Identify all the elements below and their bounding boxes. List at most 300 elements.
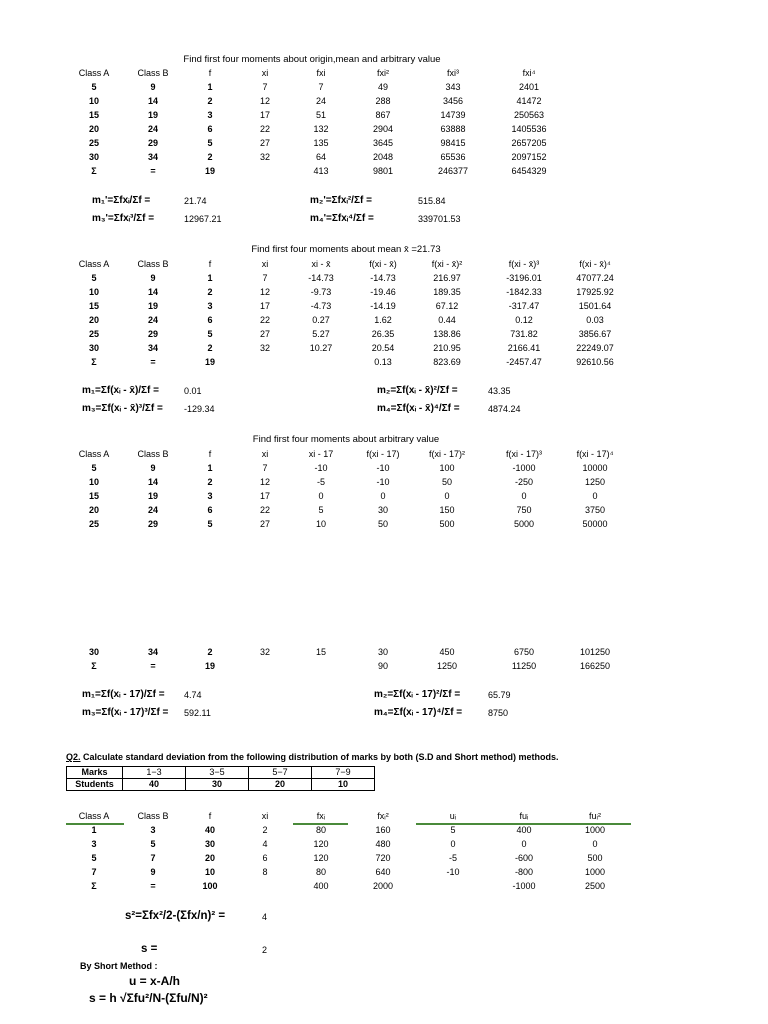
arbitrary-moments-cell: 0 — [521, 491, 527, 501]
origin-moments-cell: 250563 — [513, 110, 545, 120]
origin-moments-cell: 34 — [147, 152, 159, 162]
formula-label: m₃=Σf(xᵢ - x̄)³/Σf = — [82, 403, 163, 414]
arbitrary-moments-col-header: f(xi - 17)⁴ — [576, 449, 614, 459]
mean-moments-col-header: xi - x̄ — [311, 259, 331, 269]
sd-table-cell: 20 — [204, 853, 216, 863]
sd-table-cell: 3 — [150, 825, 156, 835]
sd-table-cell: 80 — [315, 867, 327, 877]
sd-table-cell: 7 — [150, 853, 156, 863]
sd-table-cell: 480 — [375, 839, 391, 849]
mean-moments-cell: 14 — [147, 287, 159, 297]
sd-table-cell: 100 — [202, 881, 218, 891]
mean-moments-cell: 22 — [259, 315, 271, 325]
mean-moments-cell: 0.12 — [515, 315, 533, 325]
sd-table-cell: 5 — [450, 825, 456, 835]
origin-moments-cell: 32 — [259, 152, 271, 162]
arbitrary-moments-cell: 500 — [439, 519, 455, 529]
mean-moments-cell: 32 — [259, 343, 271, 353]
arbitrary-moments-cell: 5 — [91, 463, 97, 473]
arbitrary-moments-cell: 6750 — [513, 647, 535, 657]
arbitrary-moments-cell: 750 — [516, 505, 532, 515]
table-cell: 1−3 — [123, 767, 186, 779]
mean-moments-col-header: f(xi - x̄) — [369, 259, 397, 269]
arbitrary-moments-col-header: f(xi - 17) — [366, 449, 400, 459]
sd-table-cell: 640 — [375, 867, 391, 877]
origin-moments-cell: 19 — [147, 110, 159, 120]
arbitrary-moments-cell: 10000 — [582, 463, 608, 473]
origin-moments-cell: 64 — [315, 152, 327, 162]
mean-moments-cell: 30 — [88, 343, 100, 353]
origin-moments-cell: 2657205 — [511, 138, 547, 148]
mean-moments-cell: = — [150, 357, 156, 367]
arbitrary-moments-cell: 22 — [259, 505, 271, 515]
sd-table-col-header: fxᵢ² — [377, 811, 389, 821]
header-underline — [489, 823, 560, 825]
arbitrary-moments-cell: 34 — [147, 647, 159, 657]
origin-moments-col-header: fxi⁴ — [522, 68, 536, 78]
mean-moments-cell: 20.54 — [371, 343, 395, 353]
origin-moments-cell: 288 — [375, 96, 391, 106]
arbitrary-moments-cell: 0 — [592, 491, 598, 501]
origin-moments-cell: Σ — [91, 166, 97, 176]
sd-table-cell: -600 — [514, 853, 534, 863]
sd-table-cell: 30 — [204, 839, 216, 849]
arbitrary-moments-cell: -10 — [376, 477, 390, 487]
arbitrary-moments-cell: 150 — [439, 505, 455, 515]
sd-table-cell: 9 — [150, 867, 156, 877]
arbitrary-moments-col-header: Class A — [78, 449, 110, 459]
formula-label: m₁'=Σfxᵢ/Σf = — [92, 195, 151, 206]
origin-moments-cell: 9801 — [372, 166, 394, 176]
sd-table-cell: 2500 — [584, 881, 606, 891]
header-underline — [560, 823, 631, 825]
origin-moments-title: Find first four moments about origin,mean and arbitrary value — [183, 54, 441, 65]
formula-label: m₂=Σf(xᵢ - 17)²/Σf = — [374, 689, 461, 700]
table-row — [67, 767, 375, 779]
formula-value: 65.79 — [488, 690, 511, 700]
mean-moments-cell: 19 — [147, 301, 159, 311]
sd-table-cell: 3 — [91, 839, 97, 849]
mean-moments-cell: 138.86 — [433, 329, 461, 339]
arbitrary-moments-cell: 10 — [88, 477, 100, 487]
mean-moments-cell: 6 — [207, 315, 213, 325]
sd-table-col-header: xi — [261, 811, 269, 821]
origin-moments-col-header: fxi — [316, 68, 326, 78]
mean-moments-cell: 10.27 — [309, 343, 333, 353]
mean-moments-cell: 26.35 — [371, 329, 395, 339]
sd-table-cell: 0 — [450, 839, 456, 849]
header-underline — [416, 823, 489, 825]
origin-moments-cell: 9 — [150, 82, 156, 92]
mean-moments-cell: 2166.41 — [507, 343, 541, 353]
arbitrary-moments-cell: 1250 — [584, 477, 606, 487]
sd-table-col-header: f — [208, 811, 212, 821]
origin-moments-col-header: f — [208, 68, 212, 78]
mean-moments-cell: 20 — [88, 315, 100, 325]
sd-table-col-header: fuᵢ² — [589, 811, 601, 821]
origin-moments-cell: 3456 — [442, 96, 464, 106]
origin-moments-cell: 41472 — [516, 96, 542, 106]
sd-table-cell: -10 — [446, 867, 460, 877]
origin-moments-cell: 19 — [204, 166, 216, 176]
origin-moments-cell: 25 — [88, 138, 100, 148]
mean-moments-cell: 0.03 — [586, 315, 604, 325]
mean-moments-cell: -9.73 — [310, 287, 332, 297]
arbitrary-moments-cell: 2 — [207, 477, 213, 487]
mean-moments-col-header: f(xi - x̄)² — [431, 259, 463, 269]
mean-moments-cell: -14.73 — [370, 273, 396, 283]
origin-moments-cell: 22 — [259, 124, 271, 134]
arbitrary-moments-col-header: f(xi - 17)³ — [506, 449, 542, 459]
arbitrary-moments-cell: 450 — [439, 647, 455, 657]
mean-moments-cell: 17 — [259, 301, 271, 311]
formula-label: m₁=Σf(xᵢ - x̄)/Σf = — [82, 385, 160, 396]
arbitrary-moments-col-header: f — [208, 449, 212, 459]
arbitrary-moments-cell: 27 — [259, 519, 271, 529]
arbitrary-moments-cell: 10 — [315, 519, 327, 529]
arbitrary-moments-cell: 14 — [147, 477, 159, 487]
formula-value: 0.01 — [184, 386, 202, 396]
sd-table-cell: 400 — [313, 881, 329, 891]
origin-moments-cell: 27 — [259, 138, 271, 148]
table-row — [67, 779, 375, 791]
arbitrary-moments-cell: 7 — [262, 463, 268, 473]
arbitrary-moments-cell: 3750 — [584, 505, 606, 515]
table-cell: 30 — [186, 779, 249, 791]
header-underline — [293, 823, 348, 825]
mean-moments-cell: 7 — [262, 273, 268, 283]
origin-moments-cell: 343 — [445, 82, 461, 92]
mean-moments-cell: 0.44 — [438, 315, 456, 325]
origin-moments-cell: 49 — [377, 82, 389, 92]
question-2-text: Calculate standard deviation from the following distribution of marks by both (S.D and Short method) methods. — [80, 752, 559, 762]
formula-value: 339701.53 — [418, 214, 461, 224]
mean-moments-cell: 823.69 — [433, 357, 461, 367]
mean-moments-cell: 5 — [91, 273, 97, 283]
arbitrary-moments-cell: -250 — [514, 477, 534, 487]
origin-moments-cell: 51 — [315, 110, 327, 120]
arbitrary-moments-cell: 3 — [207, 491, 213, 501]
sd-table-col-header: fuᵢ — [519, 811, 529, 821]
mean-moments-cell: 731.82 — [510, 329, 538, 339]
arbitrary-moments-cell: 5 — [207, 519, 213, 529]
origin-moments-cell: 135 — [313, 138, 329, 148]
mean-moments-cell: 22249.07 — [576, 343, 614, 353]
origin-moments-cell: 5 — [91, 82, 97, 92]
formula-label: m₂=Σf(xᵢ - x̄)²/Σf = — [377, 385, 458, 396]
table-cell: 10 — [312, 779, 375, 791]
mean-moments-cell: 3 — [207, 301, 213, 311]
table-cell: Marks — [67, 767, 123, 779]
table-cell: Students — [67, 779, 123, 791]
mean-moments-cell: 210.95 — [433, 343, 461, 353]
mean-moments-cell: 1501.64 — [578, 301, 612, 311]
arbitrary-moments-cell: 1250 — [436, 661, 458, 671]
mean-moments-cell: 5.27 — [312, 329, 330, 339]
mean-moments-cell: 34 — [147, 343, 159, 353]
table-cell: 40 — [123, 779, 186, 791]
arbitrary-moments-col-header: Class B — [137, 449, 169, 459]
formula-label: m₁=Σf(xᵢ - 17)/Σf = — [82, 689, 165, 700]
origin-moments-cell: 17 — [259, 110, 271, 120]
mean-moments-cell: 67.12 — [435, 301, 459, 311]
sd-table-cell: 2000 — [372, 881, 394, 891]
sd-table-cell: 1000 — [584, 825, 606, 835]
mean-moments-cell: 189.35 — [433, 287, 461, 297]
mean-moments-cell: 27 — [259, 329, 271, 339]
sd-table-cell: 0 — [592, 839, 598, 849]
mean-moments-cell: 216.97 — [433, 273, 461, 283]
origin-moments-col-header: xi — [261, 68, 269, 78]
arbitrary-moments-cell: 17 — [259, 491, 271, 501]
question-2-heading — [66, 752, 559, 763]
origin-moments-cell: 6454329 — [511, 166, 547, 176]
variance-formula: s²=Σfx²/2-(Σfx/n)² = — [125, 910, 226, 922]
sd-table-cell: -1000 — [512, 881, 536, 891]
arbitrary-moments-cell: 0 — [380, 491, 386, 501]
sd-table-cell: 40 — [204, 825, 216, 835]
sd-table-cell: 7 — [91, 867, 97, 877]
arbitrary-moments-cell: 50 — [441, 477, 453, 487]
origin-moments-cell: 24 — [315, 96, 327, 106]
origin-moments-cell: 30 — [88, 152, 100, 162]
arbitrary-moments-cell: 2 — [207, 647, 213, 657]
table-cell: 5−7 — [249, 767, 312, 779]
mean-moments-col-header: Class B — [137, 259, 169, 269]
mean-moments-col-header: xi — [261, 259, 269, 269]
sd-table-col-header: fxᵢ — [316, 811, 326, 821]
mean-moments-cell: 12 — [259, 287, 271, 297]
arbitrary-moments-cell: 6 — [207, 505, 213, 515]
arbitrary-moments-cell: 90 — [377, 661, 389, 671]
arbitrary-moments-cell: 100 — [439, 463, 455, 473]
arbitrary-moments-cell: 9 — [150, 463, 156, 473]
origin-moments-cell: 2 — [207, 152, 213, 162]
origin-moments-cell: 413 — [313, 166, 329, 176]
mean-moments-cell: 92610.56 — [576, 357, 614, 367]
sd-table-cell: 5 — [91, 853, 97, 863]
arbitrary-moments-cell: 50 — [377, 519, 389, 529]
arbitrary-moments-cell: 0 — [318, 491, 324, 501]
arbitrary-moments-cell: -5 — [316, 477, 326, 487]
mean-moments-cell: -14.19 — [370, 301, 396, 311]
origin-moments-cell: 2904 — [372, 124, 394, 134]
mean-moments-cell: -317.47 — [508, 301, 540, 311]
origin-moments-cell: 2097152 — [511, 152, 547, 162]
origin-moments-cell: 15 — [88, 110, 100, 120]
sd-table-cell: 4 — [262, 839, 268, 849]
arbitrary-moments-col-header: f(xi - 17)² — [429, 449, 465, 459]
mean-moments-cell: -3196.01 — [506, 273, 542, 283]
origin-moments-cell: 98415 — [440, 138, 466, 148]
sd-table-cell: 8 — [262, 867, 268, 877]
origin-moments-col-header: Class B — [137, 68, 169, 78]
arbitrary-moments-title: Find first four moments about arbitrary value — [252, 434, 440, 445]
origin-moments-col-header: Class A — [78, 68, 110, 78]
table-cell: 3−5 — [186, 767, 249, 779]
origin-moments-cell: 132 — [313, 124, 329, 134]
sd-table-cell: -800 — [514, 867, 534, 877]
sd-table-cell: -5 — [448, 853, 458, 863]
arbitrary-moments-cell: 20 — [88, 505, 100, 515]
origin-moments-cell: 6 — [207, 124, 213, 134]
arbitrary-moments-cell: Σ — [91, 661, 97, 671]
mean-moments-cell: -4.73 — [310, 301, 332, 311]
formula-label: m₄=Σf(xᵢ - 17)⁴/Σf = — [374, 707, 463, 718]
mean-moments-cell: 0.13 — [374, 357, 392, 367]
mean-moments-cell: 24 — [147, 315, 159, 325]
header-underline — [66, 823, 124, 825]
sd-table-cell: 1 — [91, 825, 97, 835]
formula-value: 515.84 — [418, 196, 446, 206]
origin-moments-cell: 10 — [88, 96, 100, 106]
mean-moments-cell: 1.62 — [374, 315, 392, 325]
arbitrary-moments-cell: 32 — [259, 647, 271, 657]
sd-table-cell: Σ — [91, 881, 97, 891]
u-formula: u = x-A/h — [129, 974, 181, 988]
origin-moments-col-header: fxi³ — [447, 68, 459, 78]
sd-table-cell: 5 — [150, 839, 156, 849]
formula-label: m₃'=Σfxᵢ³/Σf = — [92, 213, 155, 224]
formula-label: m₂'=Σfxᵢ²/Σf = — [310, 195, 372, 206]
sd-table-cell: 400 — [516, 825, 532, 835]
arbitrary-moments-cell: 5000 — [513, 519, 535, 529]
sd-table-col-header: uᵢ — [449, 811, 457, 821]
question-2-label: Q2. — [66, 752, 81, 762]
arbitrary-moments-cell: 0 — [444, 491, 450, 501]
origin-moments-cell: 7 — [262, 82, 268, 92]
sd-table-col-header: Class B — [137, 811, 169, 821]
formula-value: 4.74 — [184, 690, 202, 700]
sd-table-cell: 500 — [587, 853, 603, 863]
sd-table-cell: 10 — [204, 867, 216, 877]
mean-moments-cell: 15 — [88, 301, 100, 311]
arbitrary-moments-cell: 101250 — [579, 647, 611, 657]
mean-moments-cell: -14.73 — [308, 273, 334, 283]
origin-moments-cell: 2401 — [518, 82, 540, 92]
arbitrary-moments-cell: 15 — [88, 491, 100, 501]
sd-table-cell: 80 — [315, 825, 327, 835]
origin-moments-cell: 1 — [207, 82, 213, 92]
formula-label: m₃=Σf(xᵢ - 17)³/Σf = — [82, 707, 169, 718]
mean-moments-col-header: f(xi - x̄)⁴ — [579, 259, 611, 269]
mean-moments-cell: 19 — [204, 357, 216, 367]
arbitrary-moments-cell: 30 — [88, 647, 100, 657]
arbitrary-moments-cell: 15 — [315, 647, 327, 657]
sd-table-cell: 160 — [375, 825, 391, 835]
arbitrary-moments-cell: -10 — [314, 463, 328, 473]
arbitrary-moments-cell: 25 — [88, 519, 100, 529]
mean-moments-col-header: f — [208, 259, 212, 269]
sd-formula: s = h √Σfu²/N-(Σfu/N)² — [89, 991, 208, 1005]
sd-table-cell: 1000 — [584, 867, 606, 877]
mean-moments-col-header: f(xi - x̄)³ — [508, 259, 540, 269]
arbitrary-moments-cell: -10 — [376, 463, 390, 473]
sd-table-cell: = — [150, 881, 156, 891]
sd-table-col-header: Class A — [78, 811, 110, 821]
mean-moments-cell: 10 — [88, 287, 100, 297]
variance-value: 4 — [262, 912, 268, 922]
mean-moments-cell: 25 — [88, 329, 100, 339]
origin-moments-cell: 246377 — [437, 166, 469, 176]
mean-moments-cell: 9 — [150, 273, 156, 283]
origin-moments-cell: 3645 — [372, 138, 394, 148]
arbitrary-moments-cell: 1 — [207, 463, 213, 473]
origin-moments-col-header: fxi² — [377, 68, 389, 78]
mean-moments-cell: 2 — [207, 287, 213, 297]
origin-moments-cell: 1405536 — [511, 124, 547, 134]
arbitrary-moments-cell: 50000 — [582, 519, 608, 529]
arbitrary-moments-cell: 19 — [204, 661, 216, 671]
mean-moments-cell: 17925.92 — [576, 287, 614, 297]
sd-table-cell: 720 — [375, 853, 391, 863]
origin-moments-cell: 867 — [375, 110, 391, 120]
sd-table-cell: 0 — [521, 839, 527, 849]
mean-moments-cell: 2 — [207, 343, 213, 353]
origin-moments-cell: 14739 — [440, 110, 466, 120]
arbitrary-moments-col-header: xi — [261, 449, 269, 459]
formula-value: 21.74 — [184, 196, 207, 206]
sd-value: 2 — [262, 945, 268, 955]
formula-value: -129.34 — [184, 404, 215, 414]
origin-moments-cell: 12 — [259, 96, 271, 106]
arbitrary-moments-cell: 29 — [147, 519, 159, 529]
mean-moments-col-header: Class A — [78, 259, 110, 269]
arbitrary-moments-cell: 5 — [318, 505, 324, 515]
table-cell: 20 — [249, 779, 312, 791]
mean-moments-cell: -19.46 — [370, 287, 396, 297]
sd-table-cell: 120 — [313, 853, 329, 863]
sd-label: s = — [141, 943, 158, 955]
formula-value: 12967.21 — [184, 214, 222, 224]
arbitrary-moments-col-header: xi - 17 — [308, 449, 334, 459]
mean-moments-cell: 5 — [207, 329, 213, 339]
mean-moments-cell: -2457.47 — [506, 357, 542, 367]
mean-moments-title: Find first four moments about mean x̄ =21.73 — [251, 244, 441, 255]
formula-value: 8750 — [488, 708, 509, 718]
formula-label: m₄=Σf(xᵢ - x̄)⁴/Σf = — [377, 403, 460, 414]
origin-moments-cell: 2048 — [372, 152, 394, 162]
origin-moments-cell: 20 — [88, 124, 100, 134]
mean-moments-cell: -1842.33 — [506, 287, 542, 297]
arbitrary-moments-cell: 11250 — [511, 661, 537, 671]
origin-moments-cell: 14 — [147, 96, 159, 106]
origin-moments-cell: 7 — [318, 82, 324, 92]
origin-moments-cell: 63888 — [440, 124, 466, 134]
mean-moments-cell: 47077.24 — [576, 273, 614, 283]
mean-moments-cell: Σ — [91, 357, 97, 367]
arbitrary-moments-cell: 12 — [259, 477, 271, 487]
table-cell: 7−9 — [312, 767, 375, 779]
formula-value: 4874.24 — [488, 404, 521, 414]
mean-moments-cell: 0.27 — [312, 315, 330, 325]
mean-moments-cell: 3856.67 — [578, 329, 612, 339]
sd-table-cell: 120 — [313, 839, 329, 849]
sd-table-cell: 2 — [262, 825, 268, 835]
arbitrary-moments-cell: 24 — [147, 505, 159, 515]
marks-distribution-table — [66, 766, 375, 791]
arbitrary-moments-cell: 30 — [377, 505, 389, 515]
arbitrary-moments-cell: = — [150, 661, 156, 671]
sd-table-cell: 6 — [262, 853, 268, 863]
mean-moments-cell: 29 — [147, 329, 159, 339]
formula-value: 592.11 — [184, 708, 211, 718]
origin-moments-cell: 65536 — [440, 152, 466, 162]
arbitrary-moments-cell: 30 — [377, 647, 389, 657]
origin-moments-cell: 3 — [207, 110, 213, 120]
arbitrary-moments-cell: 166250 — [579, 661, 611, 671]
arbitrary-moments-cell: 19 — [147, 491, 159, 501]
